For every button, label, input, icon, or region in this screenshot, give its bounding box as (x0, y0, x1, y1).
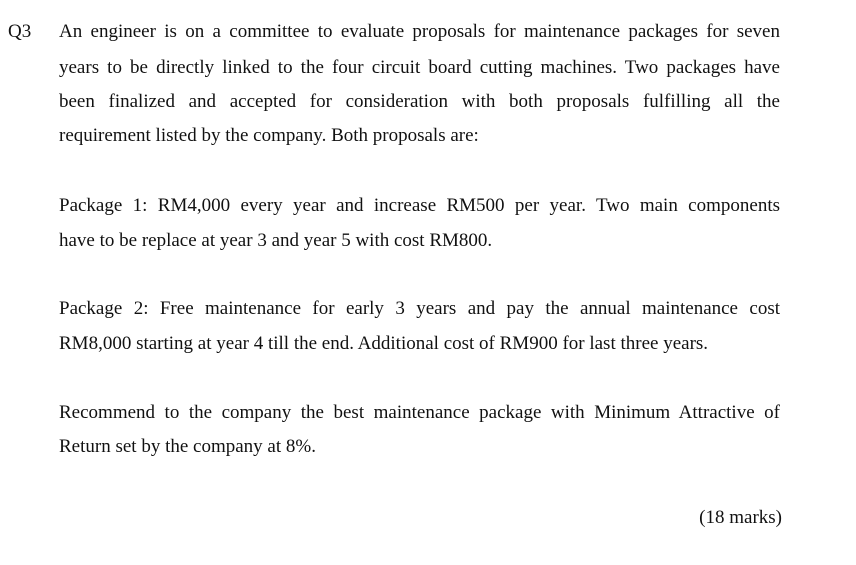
package2-line-2: RM8,000 starting at year 4 till the end. Additional cost of RM900 for last three years. (59, 333, 709, 354)
intro-line-1: An engineer is on a committee to evaluate proposals for maintenance packages for seven (59, 21, 780, 42)
package2-line-1: Package 2: Free maintenance for early 3 years and pay the annual maintenance cost (59, 298, 780, 319)
package1-line-2: have to be replace at year 3 and year 5 with cost RM800. (59, 230, 493, 251)
intro-line-4: requirement listed by the company. Both proposals are: (59, 125, 479, 146)
question-number: Q3 (8, 21, 32, 42)
marks-label: (18 marks) (699, 507, 782, 528)
intro-line-3: been finalized and accepted for consideration with both proposals fulfilling all the (59, 91, 780, 112)
recommend-line-1: Recommend to the company the best maintenance package with Minimum Attractive of (59, 402, 780, 423)
intro-line-2: years to be directly linked to the four circuit board cutting machines. Two packages have (59, 57, 780, 78)
recommend-line-2: Return set by the company at 8%. (59, 436, 316, 457)
package1-line-1: Package 1: RM4,000 every year and increase RM500 per year. Two main components (59, 195, 780, 216)
